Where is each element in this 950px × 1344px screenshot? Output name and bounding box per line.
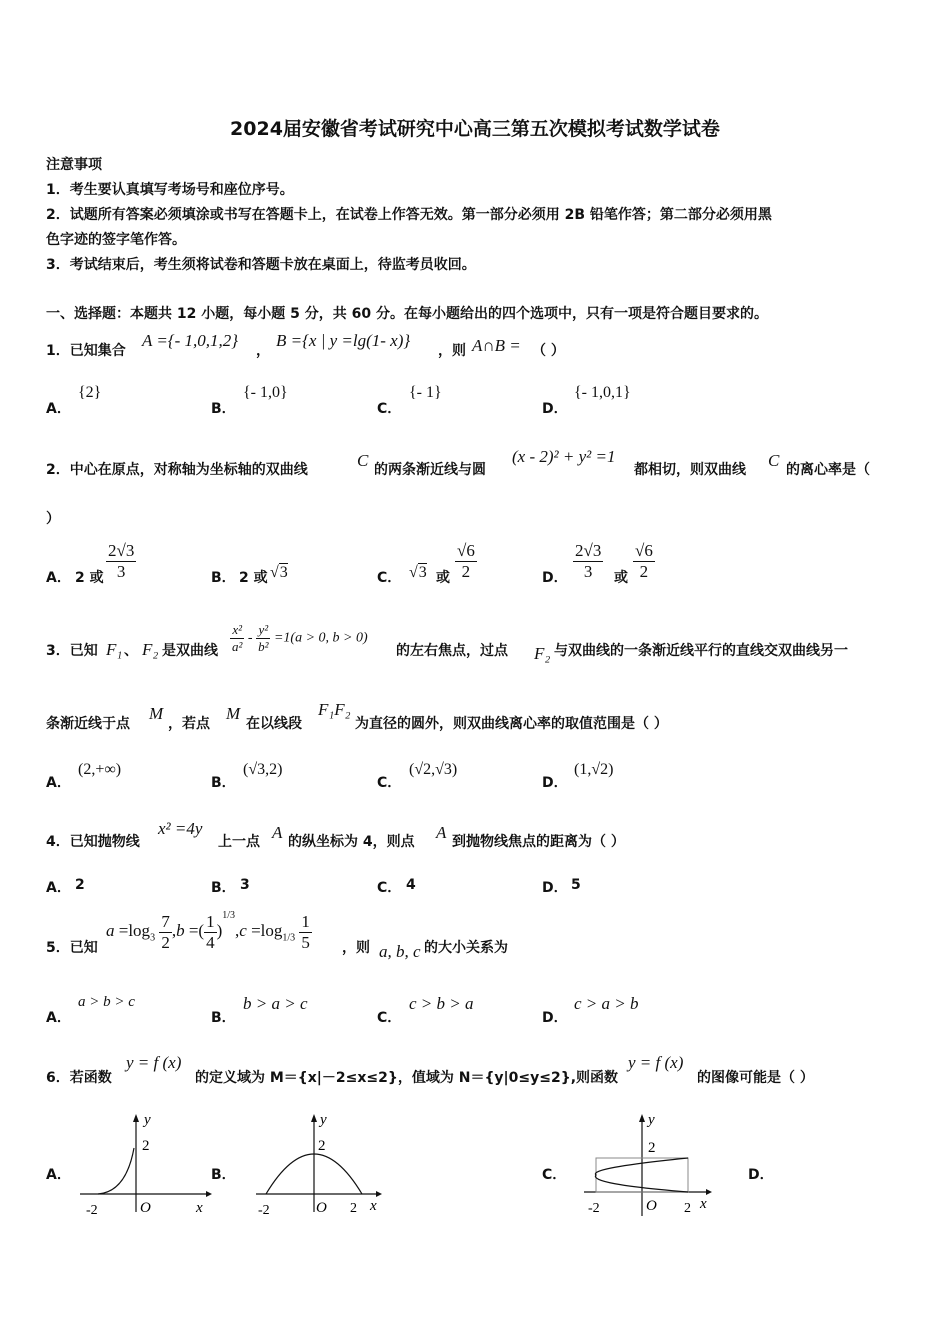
q4-label-c[interactable]: C． [377,880,402,896]
notice-item: 1．考生要认真填写考场号和座位序号。 [46,182,294,198]
tick-2: 2 [648,1140,656,1156]
q3-f2: F₂ [534,644,551,663]
q2-text: 的两条渐近线与圆 [374,462,486,478]
q3-label-a[interactable]: A． [46,775,71,791]
q2-text: 2．中心在原点，对称轴为坐标轴的双曲线 [46,462,308,478]
q1-option-a: {2} [78,384,102,401]
q2-option-d-frac1: $\frac{2√3}{3}$ [575,541,602,581]
q5-label-c[interactable]: C． [377,1010,402,1026]
q1-label-a[interactable]: A． [46,401,71,417]
section-heading: 一、选择题：本题共 12 小题，每小题 5 分，共 60 分。在每小题给出的四个选项中，只有一项是符合题目要求的。 [46,306,768,322]
curve [98,1148,134,1194]
x-label: x [370,1198,377,1214]
q5-option-a: a > b > c [78,994,135,1010]
q2-var-c: C [768,451,780,470]
y-label: y [648,1112,655,1128]
q5-option-c: c > b > a [409,994,474,1013]
q3-text: 在以线段 [246,716,302,732]
q3-text: 为直径的圆外，则双曲线离心率的取值范围是（ ） [355,716,668,732]
q4-eq: x² =4y [158,819,203,838]
tick-2: 2 [350,1201,357,1216]
x-axis-arrow [206,1191,212,1197]
q3-text: 3．已知 [46,643,98,659]
q3-text: ，若点 [168,716,210,732]
q1-option-c: {- 1} [409,384,442,401]
q1-option-d: {- 1,0,1} [574,384,631,401]
q5-label-d[interactable]: D． [542,1010,568,1026]
q4-option-c: 4 [406,877,416,893]
q3-segment: F₁F₂ [318,700,351,719]
q6-fx: y = f (x) [126,1053,182,1072]
q4-point-a: A [436,823,447,842]
q3-f1: F₁ [106,640,123,659]
q3-m: M [226,704,241,723]
y-axis-arrow [639,1114,645,1122]
q3-text: 的左右焦点，过点 [396,643,508,659]
q3-hyperbola-eq: $\frac{\text{x²}}{\text{a²}}$ - $\frac{\text{y²}}{\text{b²}}$ =1(a > 0, b > 0) [232,622,368,654]
q5-text: 5．已知 [46,940,98,956]
tick-neg2: -2 [588,1201,600,1216]
q6-label-c[interactable]: C． [542,1167,567,1183]
q6-graph-b [252,1112,392,1222]
q2-label-a[interactable]: A． [46,570,71,586]
q6-fx: y = f (x) [628,1053,684,1072]
q2-option-d-or: 或 [614,570,628,586]
q4-text: 4．已知抛物线 [46,834,140,850]
q2-option-c-frac: $\frac{√6}{2}$ [457,541,475,581]
q2-option-a-pre: 2 或 [75,570,104,586]
q3-text: 、 [124,643,138,659]
q4-option-d: 5 [571,877,581,893]
q6-text: 的图像可能是（ ） [697,1070,814,1086]
q3-text: 与双曲线的一条渐近线平行的直线交双曲线另一 [554,643,848,659]
q1-expr: A∩B = [472,336,521,355]
q3-option-d: (1,√2) [574,761,614,778]
q6-label-a[interactable]: A． [46,1167,71,1183]
page-title: 2024届安徽省考试研究中心高三第五次模拟考试数学试卷 [230,118,720,140]
q2-option-a-frac: $\frac{2√3}{3}$ [108,541,135,581]
q4-text: 上一点 [218,834,260,850]
notice-item: 3．考试结束后，考生须将试卷和答题卡放在桌面上，待监考员收回。 [46,257,476,273]
q2-option-b-root: √3 [270,564,288,581]
q4-label-b[interactable]: B． [211,880,236,896]
q5-option-d: c > a > b [574,994,639,1013]
q5-label-b[interactable]: B． [211,1010,236,1026]
q3-label-c[interactable]: C． [377,775,402,791]
tick-2: 2 [318,1138,326,1154]
q2-var-c: C [357,451,369,470]
x-axis-arrow [706,1189,712,1195]
q1-prefix: 1．已知集合 [46,343,126,359]
q5-text: ，则 [342,940,370,956]
q5-text: 的大小关系为 [424,940,508,956]
q2-option-c-or: 或 [436,570,450,586]
q3-f2: F₂ [142,640,159,659]
x-axis-arrow [376,1191,382,1197]
y-label: y [144,1112,151,1128]
q2-text: ） [46,511,60,527]
q5-vars: a, b, c [379,942,421,961]
q4-label-d[interactable]: D． [542,880,568,896]
q1-option-b: {- 1,0} [243,384,288,401]
origin-label: O [140,1200,151,1216]
q6-label-d[interactable]: D． [748,1167,774,1183]
q1-label-c[interactable]: C． [377,401,402,417]
q3-label-b[interactable]: B． [211,775,236,791]
tick-2: 2 [684,1201,691,1216]
q1-mid: ，则 [438,343,466,359]
q4-text: 到抛物线焦点的距离为（ ） [452,834,625,850]
q6-text: 的定义域为 M＝{x|－2≤x≤2}，值域为 N＝{y|0≤y≤2},则函数 [195,1070,619,1086]
q6-label-b[interactable]: B． [211,1167,236,1183]
q2-text: 都相切，则双曲线 [634,462,746,478]
q6-graph-c [578,1112,718,1222]
q3-option-c: (√2,√3) [409,761,458,778]
q2-circle: (x - 2)² + y² =1 [512,447,616,466]
q1-label-b[interactable]: B． [211,401,236,417]
q3-text: 条渐近线于点 [46,716,130,732]
q2-option-b-pre: 2 或 [239,570,268,586]
q3-option-b: (√3,2) [243,761,283,778]
q1-suffix: （ ） [532,343,565,359]
q2-text: 的离心率是（ [786,462,870,478]
q1-label-d[interactable]: D． [542,401,568,417]
tick-neg2: -2 [86,1203,98,1218]
q3-text: 是双曲线 [162,643,218,659]
q4-option-b: 3 [240,877,250,893]
x-label: x [700,1196,707,1212]
q3-label-d[interactable]: D． [542,775,568,791]
q3-option-a: (2,+∞) [78,761,122,778]
q2-option-d-frac2: $\frac{√6}{2}$ [635,541,653,581]
y-axis-arrow [133,1114,139,1122]
y-label: y [320,1112,327,1128]
q4-option-a: 2 [75,877,85,893]
q6-graph-a [76,1112,216,1222]
q2-label-b[interactable]: B． [211,570,236,586]
notice-heading: 注意事项 [46,157,102,173]
q4-label-a[interactable]: A． [46,880,71,896]
q2-option-c-root: √3 [409,564,427,581]
q5-label-a[interactable]: A． [46,1010,71,1026]
q2-label-d[interactable]: D． [542,570,568,586]
q1-sep: ， [256,343,270,359]
q2-label-c[interactable]: C． [377,570,402,586]
q6-text: 6．若函数 [46,1070,112,1086]
notice-item: 色字迹的签字笔作答。 [46,232,186,248]
tick-neg2: -2 [258,1203,270,1218]
q4-point-a: A [272,823,283,842]
q3-m: M [149,704,164,723]
q1-set-a: A ={- 1,0,1,2} [142,331,239,350]
q5-equation: $a =\log_3$ $\frac{7}{2}$ ,b =( $\frac{1}{4}$ )$^{1/3},c =\log_{1/3}$ $\frac{1}{5}$ [106,910,310,952]
notice-item: 2．试题所有答案必须填涂或书写在答题卡上，在试卷上作答无效。第一部分必须用 2B 铅笔作答；第二部分必须用黑 [46,207,772,223]
origin-label: O [646,1198,657,1214]
tick-2: 2 [142,1138,150,1154]
q5-option-b: b > a > c [243,994,308,1013]
q1-set-b: B ={x | y =lg(1- x)} [276,331,411,350]
x-label: x [196,1200,203,1216]
origin-label: O [316,1200,327,1216]
q4-text: 的纵坐标为 4，则点 [288,834,415,850]
y-axis-arrow [311,1114,317,1122]
